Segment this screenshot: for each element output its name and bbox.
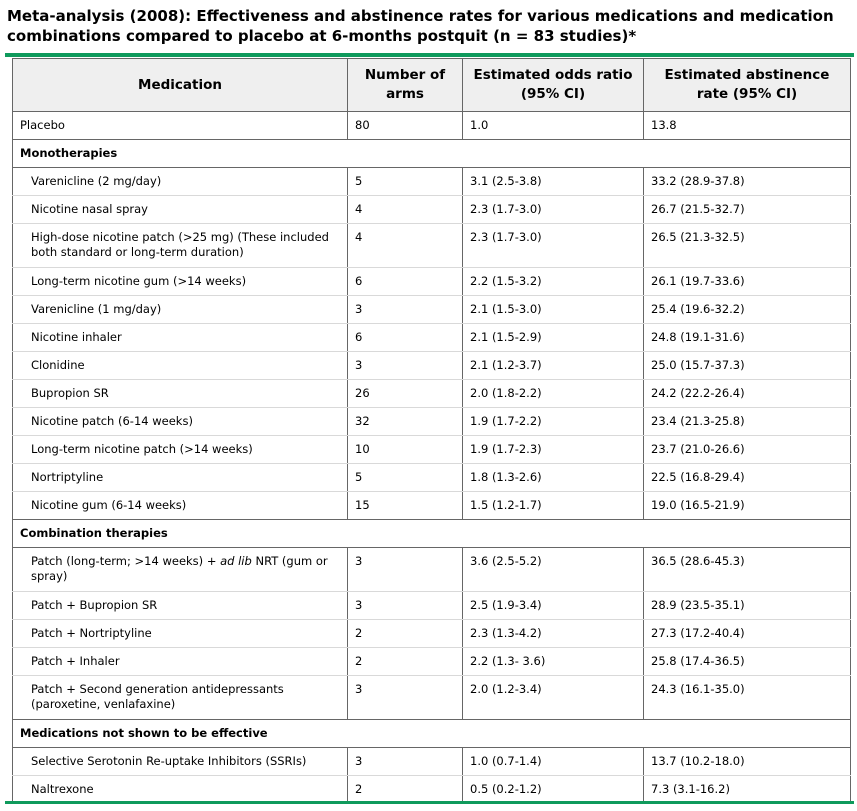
cell-rate: 22.5 (16.8-29.4) bbox=[644, 464, 851, 492]
section-header-row bbox=[13, 140, 851, 168]
cell-medication: Nicotine patch (6-14 weeks) bbox=[13, 408, 348, 436]
table-row bbox=[13, 776, 851, 804]
cell-arms: 5 bbox=[348, 168, 463, 196]
cell-text: Patch (long-term; >14 weeks) + bbox=[31, 554, 221, 568]
cell-medication bbox=[13, 548, 348, 592]
cell-arms: 2 bbox=[348, 776, 463, 804]
table-row bbox=[13, 268, 851, 296]
cell-odds: 2.3 (1.7-3.0) bbox=[463, 224, 644, 268]
cell-rate: 23.4 (21.3-25.8) bbox=[644, 408, 851, 436]
table-row bbox=[13, 224, 851, 268]
cell-odds: 2.0 (1.2-3.4) bbox=[463, 676, 644, 720]
page-title: Meta-analysis (2008): Effectiveness and abstinence rates for various medications and medication combinations compared to placebo at 6-months postquit (n = 83 studies)* bbox=[7, 7, 834, 45]
table-row bbox=[13, 352, 851, 380]
table-header-row bbox=[13, 59, 851, 112]
cell-arms: 6 bbox=[348, 324, 463, 352]
cell-odds: 2.3 (1.3-4.2) bbox=[463, 620, 644, 648]
top-divider bbox=[5, 53, 854, 57]
cell-rate: 24.2 (22.2-26.4) bbox=[644, 380, 851, 408]
cell-medication: High-dose nicotine patch (>25 mg) (These included both standard or long-term duration) bbox=[13, 224, 348, 268]
cell-rate: 36.5 (28.6-45.3) bbox=[644, 548, 851, 592]
table-row bbox=[13, 592, 851, 620]
cell-arms: 15 bbox=[348, 492, 463, 520]
cell-rate: 28.9 (23.5-35.1) bbox=[644, 592, 851, 620]
cell-arms: 10 bbox=[348, 436, 463, 464]
cell-odds: 1.0 bbox=[463, 112, 644, 140]
header-arms: Number of arms bbox=[348, 59, 463, 112]
cell-odds: 2.2 (1.3- 3.6) bbox=[463, 648, 644, 676]
header-medication: Medication bbox=[13, 59, 348, 112]
table-row bbox=[13, 464, 851, 492]
cell-odds: 2.1 (1.5-2.9) bbox=[463, 324, 644, 352]
cell-odds: 2.2 (1.5-3.2) bbox=[463, 268, 644, 296]
cell-odds: 1.8 (1.3-2.6) bbox=[463, 464, 644, 492]
cell-rate: 26.1 (19.7-33.6) bbox=[644, 268, 851, 296]
cell-medication: Nicotine nasal spray bbox=[13, 196, 348, 224]
cell-odds: 2.0 (1.8-2.2) bbox=[463, 380, 644, 408]
cell-medication: Clonidine bbox=[13, 352, 348, 380]
section-combination-therapies: Combination therapies bbox=[13, 520, 851, 548]
cell-medication: Varenicline (2 mg/day) bbox=[13, 168, 348, 196]
table-row bbox=[13, 196, 851, 224]
cell-odds: 2.1 (1.5-3.0) bbox=[463, 296, 644, 324]
cell-medication: Long-term nicotine patch (>14 weeks) bbox=[13, 436, 348, 464]
cell-arms: 3 bbox=[348, 548, 463, 592]
section-monotherapies: Monotherapies bbox=[13, 140, 851, 168]
cell-arms: 4 bbox=[348, 224, 463, 268]
cell-medication: Patch + Second generation antidepressants (paroxetine, venlafaxine) bbox=[13, 676, 348, 720]
cell-arms: 3 bbox=[348, 748, 463, 776]
cell-rate: 25.4 (19.6-32.2) bbox=[644, 296, 851, 324]
cell-odds: 2.3 (1.7-3.0) bbox=[463, 196, 644, 224]
cell-rate: 24.3 (16.1-35.0) bbox=[644, 676, 851, 720]
cell-medication: Nicotine inhaler bbox=[13, 324, 348, 352]
cell-arms: 6 bbox=[348, 268, 463, 296]
cell-odds: 1.5 (1.2-1.7) bbox=[463, 492, 644, 520]
cell-arms: 3 bbox=[348, 676, 463, 720]
cell-medication: Selective Serotonin Re-uptake Inhibitors (SSRIs) bbox=[13, 748, 348, 776]
cell-text: NRT (gum or spray) bbox=[31, 554, 328, 583]
cell-odds: 3.1 (2.5-3.8) bbox=[463, 168, 644, 196]
cell-rate: 25.8 (17.4-36.5) bbox=[644, 648, 851, 676]
cell-arms: 2 bbox=[348, 648, 463, 676]
table-row bbox=[13, 620, 851, 648]
cell-medication: Patch + Inhaler bbox=[13, 648, 348, 676]
table-row bbox=[13, 436, 851, 464]
bottom-divider bbox=[5, 801, 854, 804]
cell-rate: 7.3 (3.1-16.2) bbox=[644, 776, 851, 804]
cell-medication: Nortriptyline bbox=[13, 464, 348, 492]
cell-medication: Nicotine gum (6-14 weeks) bbox=[13, 492, 348, 520]
cell-arms: 3 bbox=[348, 296, 463, 324]
cell-medication: Naltrexone bbox=[13, 776, 348, 804]
cell-rate: 26.5 (21.3-32.5) bbox=[644, 224, 851, 268]
cell-rate: 13.7 (10.2-18.0) bbox=[644, 748, 851, 776]
header-odds-ratio: Estimated odds ratio (95% CI) bbox=[463, 59, 644, 112]
cell-arms: 3 bbox=[348, 592, 463, 620]
medication-table bbox=[12, 58, 851, 804]
cell-odds: 1.0 (0.7-1.4) bbox=[463, 748, 644, 776]
table-row bbox=[13, 492, 851, 520]
cell-arms: 3 bbox=[348, 352, 463, 380]
cell-medication: Bupropion SR bbox=[13, 380, 348, 408]
cell-arms: 26 bbox=[348, 380, 463, 408]
table-row bbox=[13, 408, 851, 436]
table-row bbox=[13, 324, 851, 352]
header-abstinence-rate: Estimated abstinence rate (95% CI) bbox=[644, 59, 851, 112]
cell-medication: Varenicline (1 mg/day) bbox=[13, 296, 348, 324]
table-row bbox=[13, 168, 851, 196]
cell-medication: Placebo bbox=[13, 112, 348, 140]
cell-medication: Patch + Nortriptyline bbox=[13, 620, 348, 648]
cell-medication: Patch + Bupropion SR bbox=[13, 592, 348, 620]
table-row-placebo bbox=[13, 112, 851, 140]
cell-arms: 32 bbox=[348, 408, 463, 436]
table-row bbox=[13, 748, 851, 776]
cell-arms: 2 bbox=[348, 620, 463, 648]
cell-odds: 0.5 (0.2-1.2) bbox=[463, 776, 644, 804]
cell-odds: 2.5 (1.9-3.4) bbox=[463, 592, 644, 620]
cell-arms: 80 bbox=[348, 112, 463, 140]
cell-rate: 33.2 (28.9-37.8) bbox=[644, 168, 851, 196]
cell-medication: Long-term nicotine gum (>14 weeks) bbox=[13, 268, 348, 296]
cell-rate: 23.7 (21.0-26.6) bbox=[644, 436, 851, 464]
cell-rate: 19.0 (16.5-21.9) bbox=[644, 492, 851, 520]
cell-rate: 27.3 (17.2-40.4) bbox=[644, 620, 851, 648]
cell-arms: 5 bbox=[348, 464, 463, 492]
cell-rate: 13.8 bbox=[644, 112, 851, 140]
cell-rate: 24.8 (19.1-31.6) bbox=[644, 324, 851, 352]
cell-arms: 4 bbox=[348, 196, 463, 224]
cell-text-italic: ad lib bbox=[220, 554, 252, 568]
cell-odds: 3.6 (2.5-5.2) bbox=[463, 548, 644, 592]
section-not-effective: Medications not shown to be effective bbox=[13, 720, 851, 748]
table-row bbox=[13, 296, 851, 324]
cell-odds: 1.9 (1.7-2.3) bbox=[463, 436, 644, 464]
cell-odds: 2.1 (1.2-3.7) bbox=[463, 352, 644, 380]
table-row bbox=[13, 648, 851, 676]
cell-odds: 1.9 (1.7-2.2) bbox=[463, 408, 644, 436]
section-header-row bbox=[13, 520, 851, 548]
table-row bbox=[13, 380, 851, 408]
cell-rate: 25.0 (15.7-37.3) bbox=[644, 352, 851, 380]
table-row bbox=[13, 676, 851, 720]
cell-rate: 26.7 (21.5-32.7) bbox=[644, 196, 851, 224]
section-header-row bbox=[13, 720, 851, 748]
table-row bbox=[13, 548, 851, 592]
